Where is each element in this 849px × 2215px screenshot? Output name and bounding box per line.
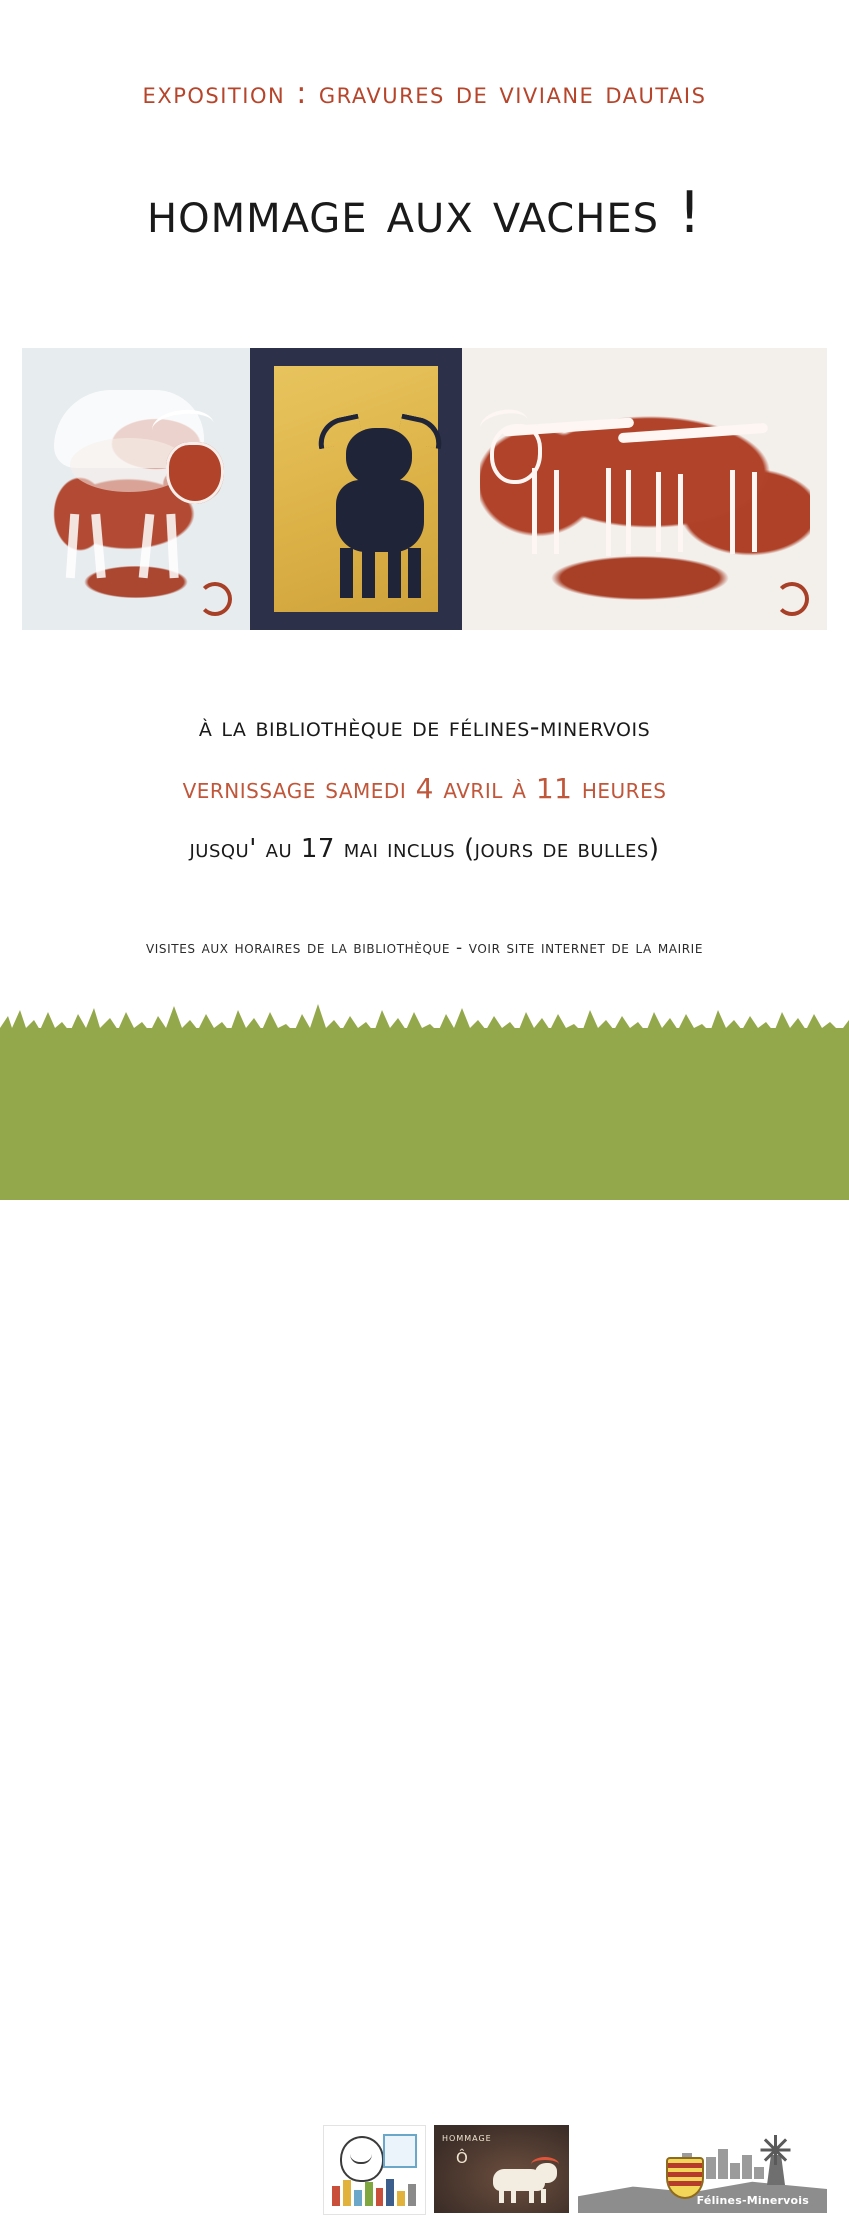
- venue-line: à la bibliothèque de félines-minervois: [198, 712, 651, 743]
- cow-figure-1: [48, 384, 220, 574]
- poster-subtitle: exposition : gravures de viviane dautais: [142, 76, 707, 111]
- artwork-panel-2: [250, 348, 462, 630]
- grass-band: [0, 1028, 849, 2207]
- poster-title: hommage aux vaches !: [147, 180, 702, 246]
- bull-body-icon: [336, 480, 424, 552]
- club-label: Club Félinois du Livre: [52, 2160, 293, 2182]
- windmill-icon: [753, 2131, 799, 2185]
- logo-club-felinois[interactable]: [323, 2125, 426, 2215]
- bull-leg-icon: [511, 2189, 516, 2203]
- artwork-panel-3: [462, 348, 827, 630]
- artist-signature-icon: [198, 582, 232, 616]
- artist-signature-icon: [775, 582, 809, 616]
- bull-legs-icon: [338, 548, 424, 600]
- cow-leg-icon: [656, 472, 661, 552]
- bull-icon: [485, 2157, 559, 2203]
- bull-head-icon: [535, 2163, 557, 2183]
- cow-leg-icon: [752, 472, 757, 552]
- cow-head-icon: [166, 442, 224, 504]
- hours-line: visites aux horaires de la bibliothèque - voir site internet de la mairie: [145, 938, 704, 958]
- cow-leg-icon: [554, 470, 559, 554]
- cow-leg-icon: [678, 474, 683, 552]
- reader-figure-icon: [340, 2136, 384, 2182]
- bull-head-icon: [346, 428, 412, 486]
- cow-figure-3b: [612, 410, 782, 580]
- bull-leg-icon: [541, 2189, 546, 2203]
- cow-back-icon: [618, 423, 768, 443]
- artwork-panel-1: [22, 348, 250, 630]
- logo-hommage-artwork[interactable]: [434, 2125, 569, 2213]
- bull-figure-2: [324, 418, 436, 598]
- cow-leg-icon: [532, 468, 537, 554]
- books-icon: [332, 2178, 416, 2206]
- artwork-strip: [22, 348, 827, 630]
- logo-mairie-felines-minervois[interactable]: [578, 2125, 827, 2213]
- logo-hommage-sub: Ô: [456, 2149, 468, 2167]
- bull-leg-icon: [529, 2189, 534, 2203]
- cow-legs-icon: [64, 508, 192, 578]
- cow-leg-icon: [730, 470, 735, 554]
- engraving-plate-2: [274, 366, 438, 612]
- board-icon: [383, 2134, 417, 2168]
- opening-line: vernissage samedi 4 avril à 11 heures: [182, 772, 667, 805]
- cow-leg-icon: [606, 468, 611, 556]
- coat-of-arms-icon: [666, 2157, 704, 2199]
- until-line: jusqu' au 17 mai inclus (jours de bulles): [189, 834, 660, 864]
- mairie-label: Félines-Minervois: [696, 2194, 809, 2207]
- grass-silhouette-icon: [0, 1002, 849, 1036]
- bull-leg-icon: [499, 2189, 504, 2203]
- logo-hommage-title: hommage: [442, 2131, 492, 2144]
